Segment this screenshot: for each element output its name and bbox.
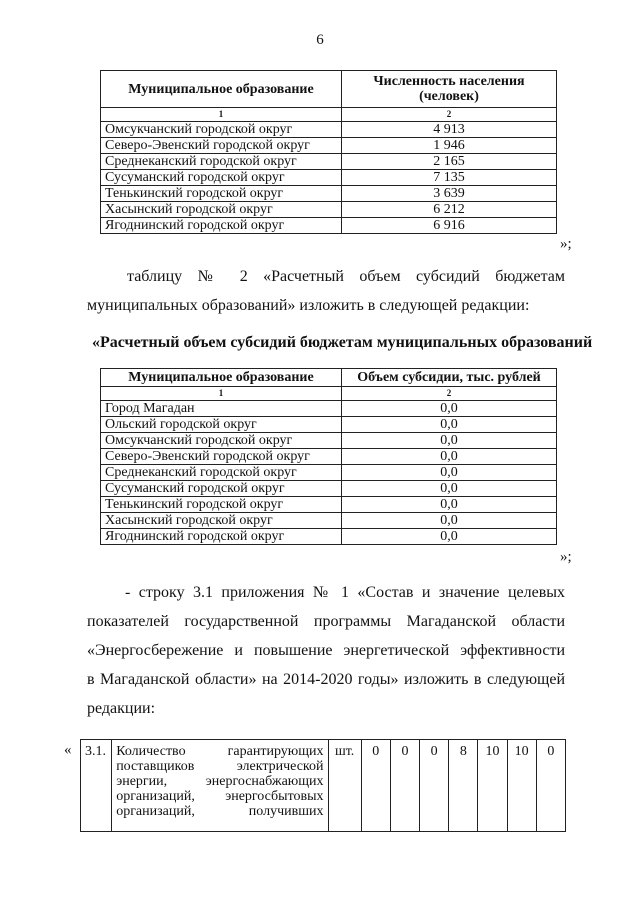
column-number: 2 [342,387,557,401]
municipality-name: Хасынский городской округ [101,513,342,529]
municipality-name: Северо-Эвенский городской округ [101,449,342,465]
table-row [101,170,557,186]
municipality-name: Ягоднинский городской округ [101,218,342,234]
text-line: - строку 3.1 приложения № 1 «Состав и значение целевых [125,584,565,601]
table-row [101,465,557,481]
subsidy-value: 0,0 [342,529,557,545]
table-row [101,529,557,545]
indicator-description [112,740,328,832]
municipality-name: Сусуманский городской округ [101,170,342,186]
value-cell: 0 [390,740,419,832]
table-row [101,449,557,465]
municipality-name: Омсукчанский городской округ [101,433,342,449]
table2-title: «Расчетный объем субсидий бюджетам муниципальных образований [92,334,593,351]
table2-closing-quote: »; [560,549,572,565]
paragraph-row31-intro [87,578,565,723]
population-table [100,70,557,234]
table-row [101,202,557,218]
municipality-name: Омсукчанский городской округ [101,122,342,138]
table-header: Численность населения (человек) [342,71,557,108]
municipality-name: Тенькинский городской округ [101,497,342,513]
table-row [101,497,557,513]
value-cell: 10 [478,740,507,832]
population-value: 2 165 [342,154,557,170]
subsidy-table [100,368,557,545]
municipality-name: Северо-Эвенский городской округ [101,138,342,154]
table-row [101,513,557,529]
indicator-row-table [80,739,566,832]
text-line: «Энергосбережение и повышение энергетической эффективности [87,642,565,659]
description-line: Количество гарантирующих [116,744,324,759]
page-number: 6 [316,32,324,48]
row-number: 3.1. [81,740,112,832]
table-header: Муниципальное образование [101,369,342,387]
table-row [101,138,557,154]
column-number: 2 [342,108,557,122]
value-cell: 0 [361,740,390,832]
description-line: организаций, энергосбытовых [116,789,324,804]
table-row [101,122,557,138]
municipality-name: Среднеканский городской округ [101,154,342,170]
table-row [101,433,557,449]
table-row [101,401,557,417]
table-row [101,186,557,202]
subsidy-value: 0,0 [342,481,557,497]
table-row [81,740,566,832]
population-value: 4 913 [342,122,557,138]
subsidy-value: 0,0 [342,401,557,417]
municipality-name: Хасынский городской округ [101,202,342,218]
population-value: 6 212 [342,202,557,218]
table-header: Объем субсидии, тыс. рублей [342,369,557,387]
value-cell: 10 [507,740,536,832]
subsidy-value: 0,0 [342,497,557,513]
paragraph-table2-intro [87,262,565,320]
column-number: 1 [101,387,342,401]
municipality-name: Ольский городской округ [101,417,342,433]
table-row [101,417,557,433]
municipality-name: Ягоднинский городской округ [101,529,342,545]
value-cell: 0 [536,740,565,832]
description-line: организаций, получивших [116,804,324,819]
value-cell: 0 [420,740,449,832]
population-value: 7 135 [342,170,557,186]
municipality-name: Город Магадан [101,401,342,417]
table-row [101,154,557,170]
table-header: Муниципальное образование [101,71,342,108]
description-line: энергии, энергоснабжающих [116,774,324,789]
text-line: редакции: [87,700,156,717]
population-value: 1 946 [342,138,557,154]
subsidy-value: 0,0 [342,417,557,433]
subsidy-value: 0,0 [342,433,557,449]
text-line: муниципальных образований» изложить в следующей редакции: [87,297,530,314]
column-number: 1 [101,108,342,122]
population-value: 6 916 [342,218,557,234]
subsidy-value: 0,0 [342,449,557,465]
subsidy-value: 0,0 [342,513,557,529]
municipality-name: Сусуманский городской округ [101,481,342,497]
subsidy-value: 0,0 [342,465,557,481]
text-line: в Магаданской области» на 2014-2020 годы» изложить в следующей [87,671,565,688]
value-cell: 8 [449,740,478,832]
municipality-name: Среднеканский городской округ [101,465,342,481]
description-line: поставщиков электрической [116,759,324,774]
unit-cell: шт. [328,740,361,832]
text-line: таблицу № 2 «Расчетный объем субсидий бюджетам [127,268,565,285]
table1-closing-quote: »; [560,236,572,252]
table3-open-quote: « [64,742,72,758]
text-line: показателей государственной программы Магаданской области [87,613,565,630]
population-value: 3 639 [342,186,557,202]
table-row [101,481,557,497]
municipality-name: Тенькинский городской округ [101,186,342,202]
table-row [101,218,557,234]
